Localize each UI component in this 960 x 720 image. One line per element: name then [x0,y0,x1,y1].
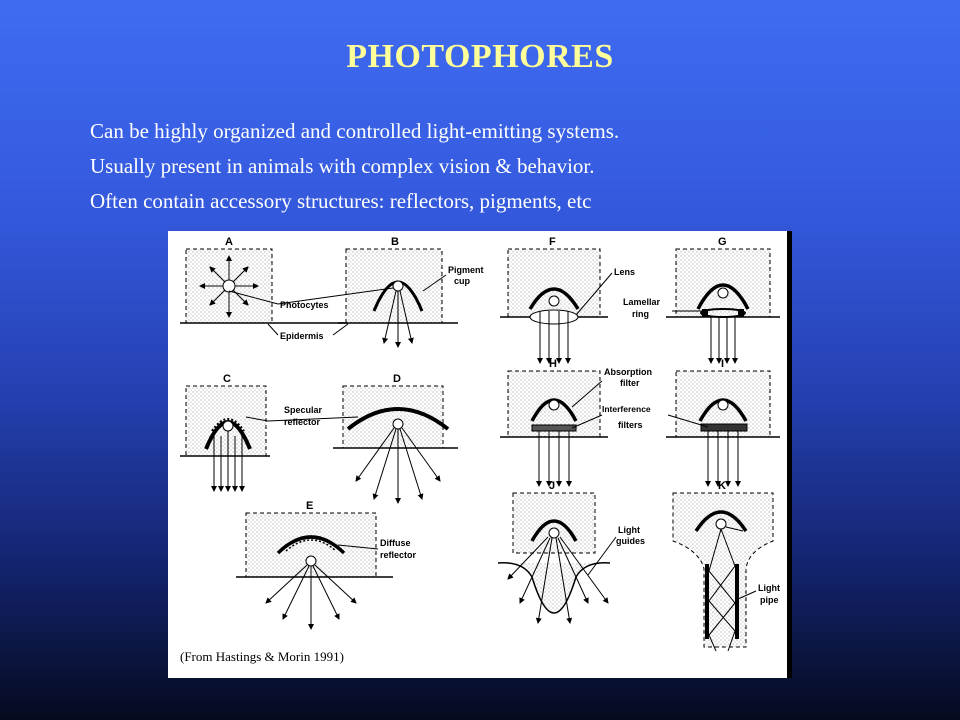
panel-a [180,249,348,323]
label-lens: Lens [614,267,636,277]
panel-letter: I [721,358,725,370]
panel-c [180,386,270,491]
panel-letter: J [549,480,556,492]
panel-letter: F [549,236,556,248]
label-interference-filters: filters [618,420,643,430]
label-absorption-filter: filter [620,378,640,388]
panel-letter: D [393,373,401,385]
bullet-item: Usually present in animals with complex vision & behavior. [90,154,595,178]
label-cup: cup [454,276,471,286]
figure-caption: (From Hastings & Morin 1991) [180,649,344,664]
panel-letter: E [306,500,314,512]
panel-j [498,493,610,623]
panel-g [666,249,780,363]
slide-title: PHOTOPHORES [346,38,614,75]
label-specular-reflector: reflector [284,417,321,427]
label-ring: ring [632,309,649,319]
label-light-pipe-2: pipe [760,595,779,605]
label-pigment: Pigment [448,265,484,275]
panel-b [338,249,458,347]
label-interference: Interference [602,404,651,414]
bullet-list [90,114,619,219]
panel-h [500,371,608,486]
label-light-pipe-1: Light [758,583,780,593]
panel-letter: B [391,236,399,248]
bullet-item: Can be highly organized and controlled light-emitting systems. [90,119,620,143]
label-absorption: Absorption [604,367,652,377]
label-diffuse: Diffuse [380,538,411,548]
bullet-item: Often contain accessory structures: reflectors, pigments, etc [90,189,592,213]
label-guides: guides [616,536,646,546]
label-light: Light [618,525,640,535]
label-diffuse-reflector: reflector [380,550,417,560]
panel-d [333,386,458,503]
label-specular: Specular [284,405,323,415]
label-photocytes: Photocytes [280,300,329,310]
label-epidermis: Epidermis [280,331,324,341]
panel-letter: C [223,373,231,385]
panel-letter: G [718,236,727,248]
panel-letter: A [225,236,233,248]
photophore-diagram [168,231,792,678]
panel-f [500,249,608,363]
panel-i [666,371,780,486]
panel-letter: H [549,358,557,370]
panel-k [673,493,773,651]
panel-letter: K [718,480,726,492]
panel-e [236,513,393,629]
label-lamellar: Lamellar [623,297,661,307]
